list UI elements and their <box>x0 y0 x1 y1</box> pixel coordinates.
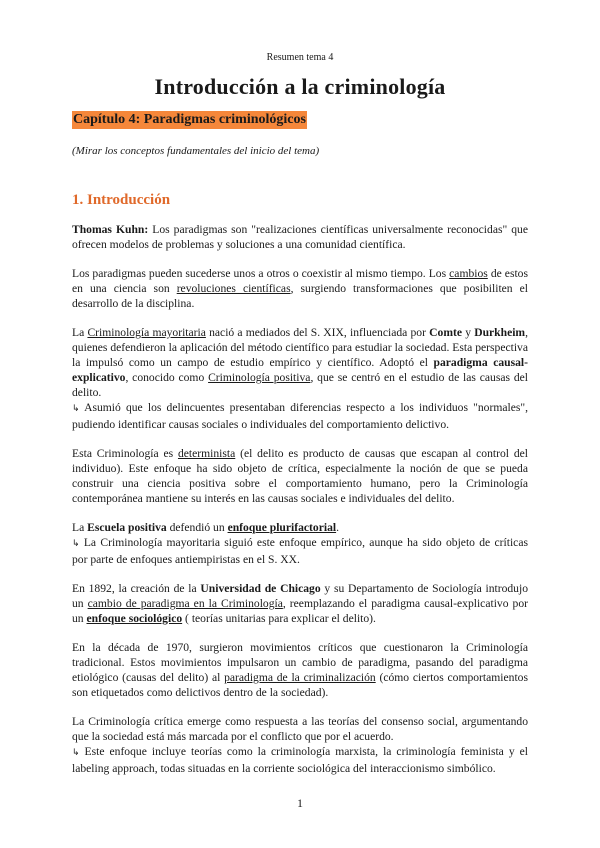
italic-note: (Mirar los conceptos fundamentales del inicio del tema) <box>72 145 320 157</box>
arrow-icon: ↳ <box>72 539 80 549</box>
paragraph-determinista: Esta Criminología es determinista (el delito es producto de causas que escapan al control del individuo). Este enfoque ha sido objeto de crítica, especialmente la noción de que se pueda construir una ciencia positiva sobre el comportamiento humano, pero la Criminología contemporánea mantiene su interés en las causas sociales e individuales del delito. <box>72 447 528 505</box>
running-header: Resumen tema 4 <box>266 52 334 63</box>
paragraph-1970: En la década de 1970, surgieron movimientos críticos que cuestionaron la Criminología tradicional. Estos movimientos impulsaron un cambio de paradigma, pasando del paradigma etiológico (causas del delito) al paradigma de la criminalización (cómo ciertos comportamientos son etiquetados como delictivos dentro de la sociedad). <box>72 641 528 699</box>
body-text <box>72 222 528 776</box>
paragraph-mayoritaria: La Criminología mayoritaria nació a mediados del S. XIX, influenciada por Comte y Durkheim, quienes defendieron la aplicación del método científico para estudiar la sociedad. Esta perspectiva la impulsó como un campo de estudio empírico y científico. Adoptó el paradigma causal-explicativo, conocido como Criminología positiva, que se centró en el estudio de las causas del delito. ↳ Asumió que los delincuentes presentaban diferencias respecto a los individuos "normales", pudiendo identificar causas sociales o individuales del comportamiento delictivo. <box>72 326 528 431</box>
page-number: 1 <box>297 796 303 810</box>
paragraph-critica: La Criminología crítica emerge como respuesta a las teorías del consenso social, argumentando que la sociedad está más marcada por el conflicto que por el acuerdo. ↳ Este enfoque incluye teorías como la criminología marxista, la criminología feminista y el labeling approach, todas situadas en la corriente sociológica del interaccionismo simbólico. <box>72 715 528 775</box>
arrow-icon: ↳ <box>72 748 80 758</box>
section-heading: 1. Introducción <box>72 192 171 208</box>
document-title: Introducción a la criminología <box>154 74 446 99</box>
chapter-title: Capítulo 4: Paradigmas criminológicos <box>73 112 306 127</box>
paragraph-kuhn: Thomas Kuhn: Los paradigmas son "realizaciones científicas universalmente reconocidas" que ofrecen modelos de problemas y soluciones a una comunidad científica. <box>72 223 528 251</box>
paragraph-chicago: En 1892, la creación de la Universidad de Chicago y su Departamento de Sociología introdujo un cambio de paradigma en la Criminología, reemplazando el paradigma causal-explicativo por un enfoque sociológico ( teorías unitarias para explicar el delito). <box>72 582 528 625</box>
arrow-icon: ↳ <box>72 404 80 414</box>
paragraph-paradigms: Los paradigmas pueden sucederse unos a otros o coexistir al mismo tiempo. Los cambios de estos en una ciencia son revoluciones científicas, surgiendo transformaciones que posibiliten el desarrollo de la disciplina. <box>72 267 528 310</box>
paragraph-escuela-positiva: La Escuela positiva defendió un enfoque plurifactorial. ↳ La Criminología mayoritaria siguió este enfoque empírico, aunque ha sido objeto de críticas por parte de enfoques antiempiristas en el S. XX. <box>72 521 528 566</box>
